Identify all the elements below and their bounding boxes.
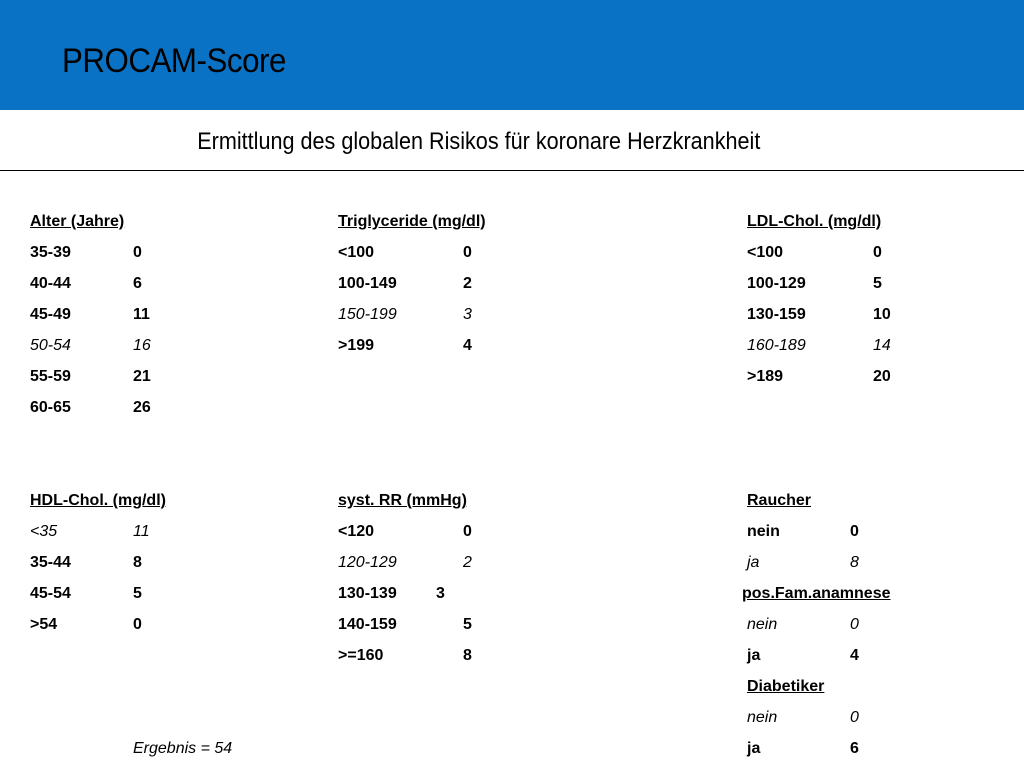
familie-heading: pos.Fam.anamnese <box>742 585 891 602</box>
triglyceride-range: 100-149 <box>338 275 397 292</box>
alter-points: 11 <box>133 306 150 323</box>
diabetiker-points-selected: 0 <box>850 709 859 726</box>
raucher-points-selected: 8 <box>850 554 859 571</box>
alter-range: 35-39 <box>30 244 71 261</box>
ldl-range: <100 <box>747 244 784 261</box>
diabetiker-range: ja <box>747 740 761 757</box>
alter-points-selected: 16 <box>133 337 151 354</box>
rr-range: 130-139 <box>338 585 397 602</box>
hdl-range-selected: <35 <box>30 523 58 540</box>
hdl-range: >54 <box>30 616 58 633</box>
diabetiker-heading: Diabetiker <box>747 678 825 695</box>
alter-range: 60-65 <box>30 399 71 416</box>
hdl-points-selected: 11 <box>133 523 150 540</box>
ldl-range: >189 <box>747 368 784 385</box>
rr-points: 0 <box>463 523 472 540</box>
page-title: PROCAM-Score <box>62 42 286 80</box>
result-text: Ergebnis = 54 <box>133 740 233 757</box>
page-subtitle: Ermittlung des globalen Risikos für koronare Herzkrankheit <box>197 128 761 155</box>
rr-range-selected: 120-129 <box>338 554 397 571</box>
alter-points: 26 <box>133 399 151 416</box>
ldl-range: 130-159 <box>747 306 806 323</box>
triglyceride-points: 0 <box>463 244 472 261</box>
ldl-heading: LDL-Chol. (mg/dl) <box>747 213 882 230</box>
hdl-points: 0 <box>133 616 142 633</box>
alter-range: 40-44 <box>30 275 71 292</box>
triglyceride-points-selected: 3 <box>463 306 472 323</box>
rr-points: 8 <box>463 647 472 664</box>
alter-points: 0 <box>133 244 142 261</box>
alter-range: 55-59 <box>30 368 71 385</box>
ldl-points: 5 <box>873 275 882 292</box>
triglyceride-points: 2 <box>463 275 472 292</box>
raucher-heading: Raucher <box>747 492 812 509</box>
rr-range: 140-159 <box>338 616 397 633</box>
alter-points: 21 <box>133 368 151 385</box>
ldl-points: 0 <box>873 244 882 261</box>
hdl-heading: HDL-Chol. (mg/dl) <box>30 492 166 509</box>
familie-range-selected: nein <box>747 616 778 633</box>
ldl-points-selected: 14 <box>873 337 891 354</box>
hdl-range: 35-44 <box>30 554 71 571</box>
hdl-points: 8 <box>133 554 142 571</box>
ldl-points: 10 <box>873 306 891 323</box>
rr-points: 3 <box>436 585 445 602</box>
triglyceride-range: >199 <box>338 337 375 354</box>
alter-points: 6 <box>133 275 142 292</box>
familie-points-selected: 0 <box>850 616 859 633</box>
triglyceride-points: 4 <box>463 337 472 354</box>
ldl-range-selected: 160-189 <box>747 337 806 354</box>
ldl-points: 20 <box>873 368 891 385</box>
triglyceride-range: <100 <box>338 244 375 261</box>
rr-heading: syst. RR (mmHg) <box>338 492 467 509</box>
rr-points: 5 <box>463 616 472 633</box>
ldl-range: 100-129 <box>747 275 806 292</box>
header-bar <box>0 0 1024 110</box>
hdl-range: 45-54 <box>30 585 71 602</box>
alter-range-selected: 50-54 <box>30 337 71 354</box>
hdl-points: 5 <box>133 585 142 602</box>
raucher-points: 0 <box>850 523 859 540</box>
raucher-range-selected: ja <box>747 554 760 571</box>
familie-range: ja <box>747 647 761 664</box>
familie-points: 4 <box>850 647 859 664</box>
rr-points-selected: 2 <box>463 554 472 571</box>
raucher-range: nein <box>747 523 780 540</box>
diabetiker-points: 6 <box>850 740 859 757</box>
rr-range: >=160 <box>338 647 384 664</box>
triglyceride-heading: Triglyceride (mg/dl) <box>338 213 486 230</box>
triglyceride-range-selected: 150-199 <box>338 306 397 323</box>
diabetiker-range-selected: nein <box>747 709 778 726</box>
divider <box>0 170 1024 171</box>
alter-heading: Alter (Jahre) <box>30 213 125 230</box>
alter-range: 45-49 <box>30 306 71 323</box>
rr-range: <120 <box>338 523 375 540</box>
